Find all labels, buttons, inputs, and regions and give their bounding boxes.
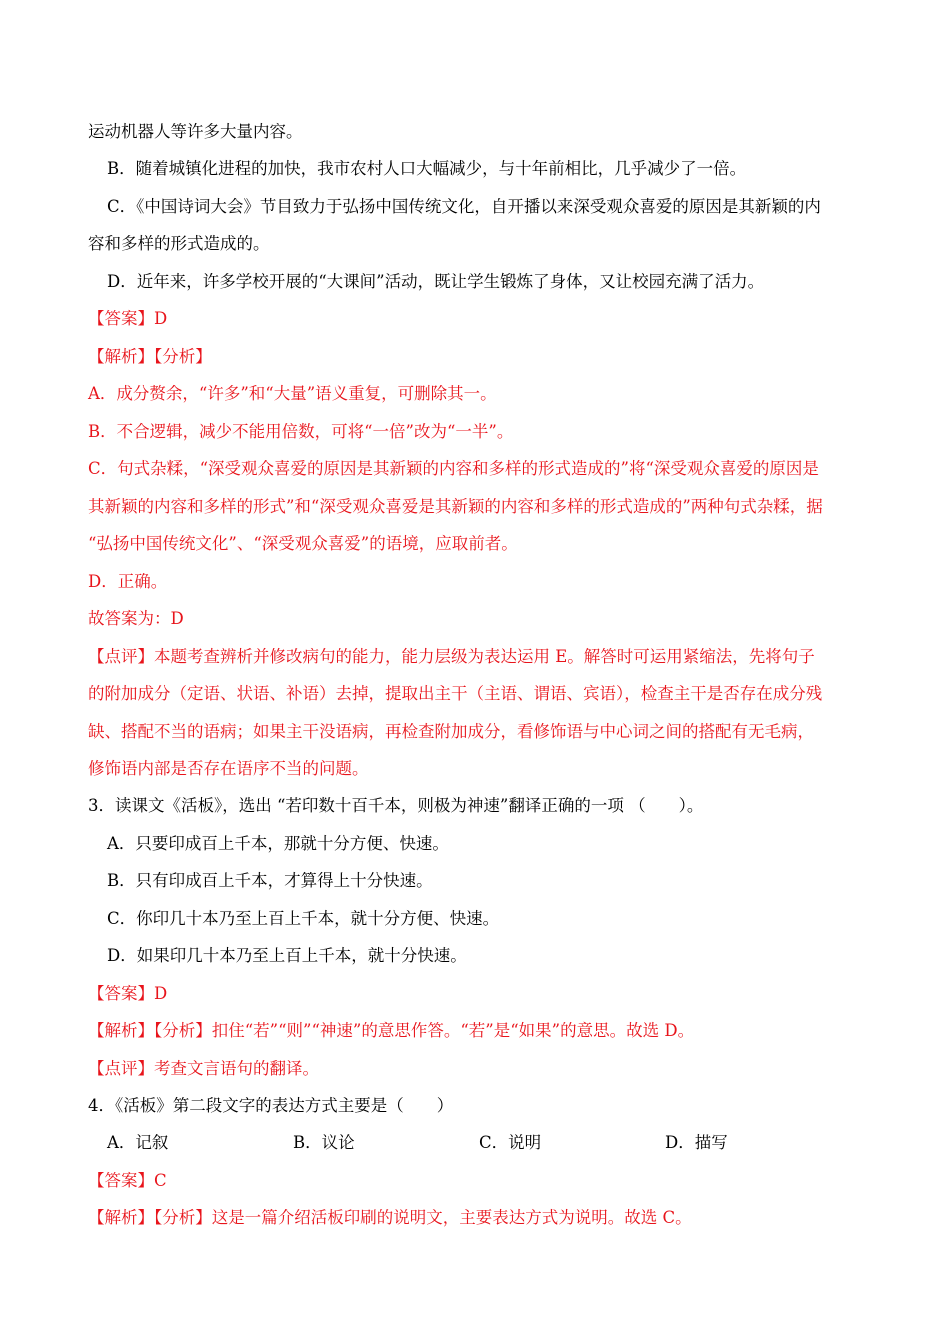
- q2-analysis-label: 【解析】【分析】: [88, 347, 212, 366]
- q4-answer: [88, 1169, 167, 1193]
- q2-analysis-d: D．正确。: [88, 572, 168, 591]
- q2-option-c-line1: C．《中国诗词大会》节目致力于弘扬中国传统文化，自开播以来深受观众喜爱的原因是其新颖的内: [107, 197, 821, 216]
- q3-option-c: C．你印几十本乃至上百上千本，就十分方便、快速。: [107, 909, 500, 928]
- answer-label: 【答案】: [88, 1171, 154, 1190]
- q2-option-c-line2: 容和多样的形式造成的。: [88, 234, 270, 253]
- q2-answer: [88, 307, 167, 331]
- answer-label: 【答案】: [88, 984, 154, 1003]
- q2-option-a-tail: 运动机器人等许多大量内容。: [88, 122, 303, 141]
- answer-value: C: [154, 1171, 167, 1190]
- q3-option-a: A．只要印成百上千本，那就十分方便、快速。: [107, 834, 449, 853]
- answer-value: D: [154, 309, 168, 328]
- q2-comment-line3: 缺、搭配不当的语病；如果主干没语病，再检查附加成分，看修饰语与中心词之间的搭配有无毛病，: [88, 722, 814, 741]
- q2-option-d: D．近年来，许多学校开展的“大课间”活动，既让学生锻炼了身体，又让校园充满了活力。: [107, 272, 765, 291]
- q2-comment-line4: 修饰语内部是否存在语序不当的问题。: [88, 759, 369, 778]
- q2-analysis-c-line2: 其新颖的内容和多样的形式”和“深受观众喜爱是其新颖的内容和多样的形式造成的”两种句式杂糅，据: [88, 497, 823, 516]
- q4-option-d: D．描写: [665, 1133, 728, 1152]
- q2-comment-line2: 的附加成分（定语、状语、补语）去掉，提取出主干（主语、谓语、宾语），检查主干是否存在成分残: [88, 684, 823, 703]
- q3-answer: [88, 982, 167, 1006]
- q4-stem: 4．《活板》第二段文字的表达方式主要是（ ）: [88, 1096, 454, 1115]
- q2-conclusion: 故答案为：D: [88, 609, 184, 628]
- comment-label: 【点评】: [88, 647, 154, 666]
- comment-text: 本题考查辨析并修改病句的能力，能力层级为表达运用 E。解答时可运用紧缩法，先将句子: [154, 647, 815, 666]
- q2-analysis-c-line1: C．句式杂糅，“深受观众喜爱的原因是其新颖的内容和多样的形式造成的”将“深受观众喜爱的原因是: [88, 459, 819, 478]
- q4-option-b: B．议论: [293, 1133, 355, 1152]
- comment-text: 考查文言语句的翻译。: [154, 1059, 319, 1078]
- analysis-label: 【解析】【分析】: [88, 1208, 212, 1227]
- answer-label: 【答案】: [88, 309, 154, 328]
- answer-value: D: [154, 984, 168, 1003]
- q4-option-c: C．说明: [479, 1133, 542, 1152]
- analysis-label: 【解析】【分析】: [88, 1021, 212, 1040]
- q3-option-d: D．如果印几十本乃至上百上千本，就十分快速。: [107, 946, 467, 965]
- q3-option-b: B．只有印成百上千本，才算得上十分快速。: [107, 871, 433, 890]
- q2-comment-line1: [88, 645, 815, 669]
- comment-label: 【点评】: [88, 1059, 154, 1078]
- q2-analysis-b: B．不合逻辑，减少不能用倍数，可将“一倍”改为“一半”。: [88, 422, 514, 441]
- q4-option-a: A．记叙: [107, 1133, 169, 1152]
- q4-analysis: [88, 1206, 692, 1230]
- analysis-text: 扣住“若”“则”“神速”的意思作答。“若”是“如果”的意思。故选 D。: [211, 1021, 695, 1040]
- analysis-text: 这是一篇介绍活板印刷的说明文，主要表达方式为说明。故选 C。: [211, 1208, 692, 1227]
- q3-comment: [88, 1057, 319, 1081]
- q3-analysis: [88, 1019, 694, 1043]
- q2-option-b: B．随着城镇化进程的加快，我市农村人口大幅减少，与十年前相比，几乎减少了一倍。: [107, 159, 747, 178]
- q2-analysis-a: A．成分赘余，“许多”和“大量”语义重复，可删除其一。: [88, 384, 497, 403]
- q2-analysis-c-line3: “弘扬中国传统文化”、“深受观众喜爱”的语境，应取前者。: [88, 534, 518, 553]
- q3-stem: 3．读课文《活板》，选出 “若印数十百千本，则极为神速”翻译正确的一项 （ ）。: [88, 796, 704, 815]
